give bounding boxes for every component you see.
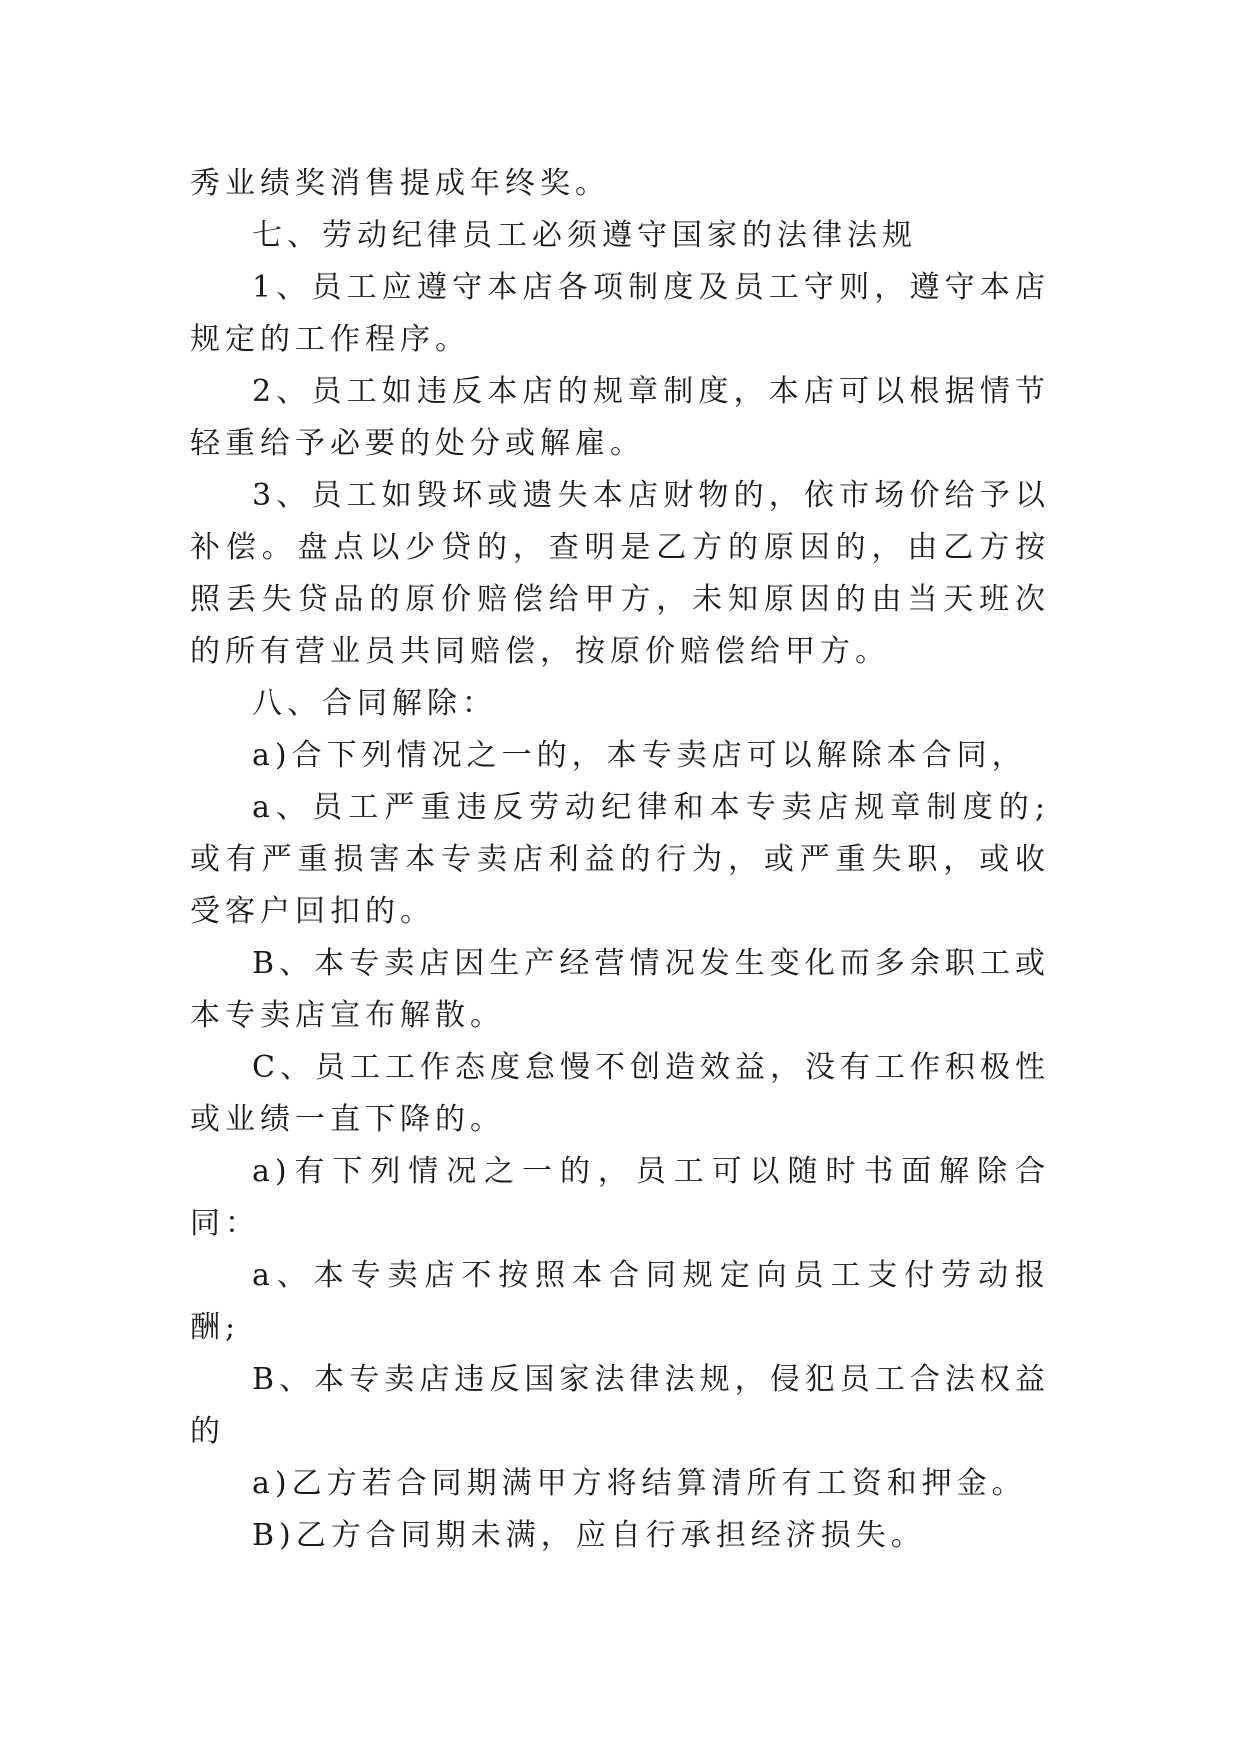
paragraph: a、员工严重违反劳动纪律和本专卖店规章制度的;或有严重损害本专卖店利益的行为，或严重失职，或收受客户回扣的。 (190, 790, 1050, 929)
paragraph: a)有下列情况之一的，员工可以随时书面解除合同： (190, 1154, 1050, 1241)
paragraph: 2、员工如违反本店的规章制度，本店可以根据情节轻重给予必要的处分或解雇。 (190, 374, 1050, 461)
paragraph: B、本专卖店因生产经营情况发生变化而多余职工或本专卖店宣布解散。 (190, 946, 1050, 1033)
paragraph: a)合下列情况之一的，本专卖店可以解除本合同， (252, 738, 1027, 773)
paragraph: B、本专卖店违反国家法律法规，侵犯员工合法权益的 (190, 1362, 1050, 1449)
paragraph: 秀业绩奖消售提成年终奖。 (190, 166, 610, 201)
paragraph: a、本专卖店不按照本合同规定向员工支付劳动报酬; (190, 1258, 1050, 1345)
paragraph: 3、员工如毁坏或遗失本店财物的，依市场价给予以补偿。盘点以少贷的，查明是乙方的原因的，由乙方按照丢失贷品的原价赔偿给甲方，未知原因的由当天班次的所有营业员共同赔偿，按原价赔偿给甲方。 (190, 478, 1050, 669)
paragraph: 1、员工应遵守本店各项制度及员工守则，遵守本店规定的工作程序。 (190, 270, 1050, 357)
paragraph: a)乙方若合同期满甲方将结算清所有工资和押金。 (252, 1466, 1027, 1501)
document-page (190, 158, 1050, 1562)
paragraph: C、员工工作态度怠慢不创造效益，没有工作积极性或业绩一直下降的。 (190, 1050, 1050, 1137)
section-heading: 八、合同解除： (252, 686, 497, 721)
paragraph: B)乙方合同期未满，应自行承担经济损失。 (252, 1518, 926, 1553)
section-heading: 七、劳动纪律员工必须遵守国家的法律法规 (252, 218, 917, 253)
